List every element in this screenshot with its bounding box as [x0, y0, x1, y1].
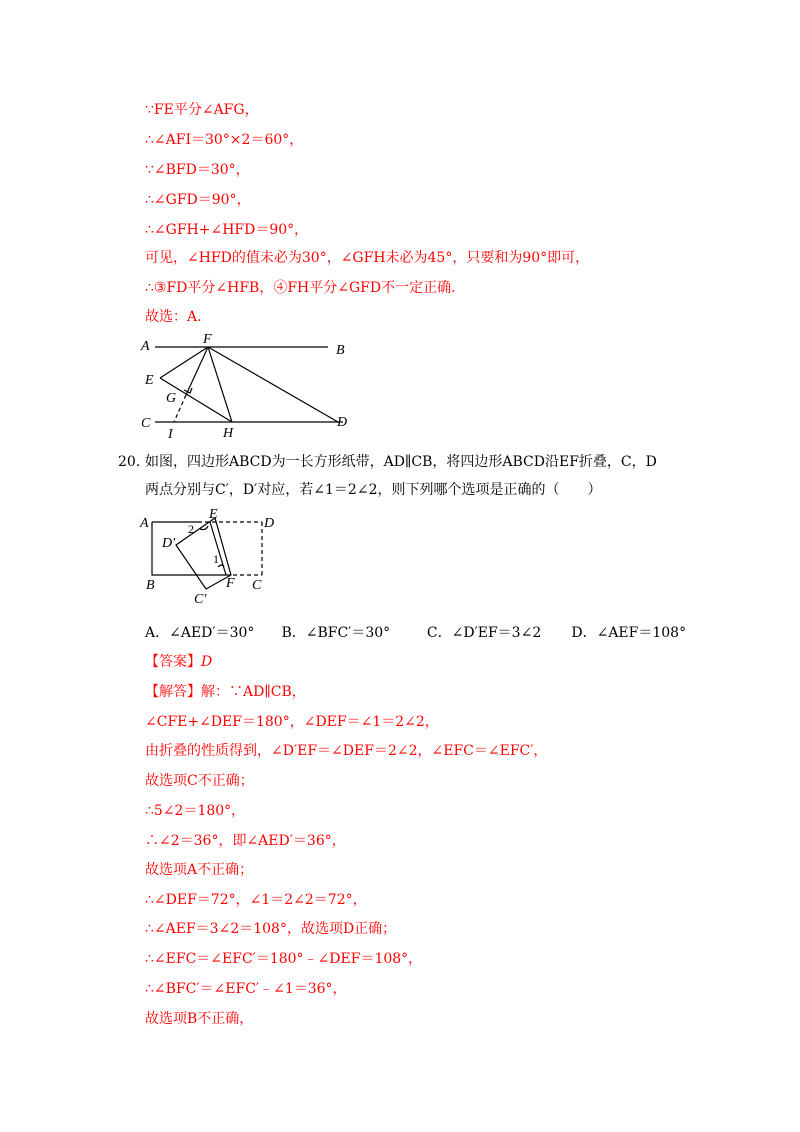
label-G: G — [166, 391, 177, 406]
question-text-line-1: 如图，四边形ABCD为一长方形纸带，AD∥CB，将四边形ABCD沿EF折叠，C，D — [145, 454, 657, 470]
solution-line-6: 可见，∠HFD的值未必为30°，∠GFH未必为45°，只要和为90°即可， — [145, 250, 590, 266]
option-b: B．∠BFC′＝30° — [281, 625, 391, 641]
answer-options — [145, 622, 686, 642]
solution-line-5: ∴∠GFH+∠HFD＝90°， — [145, 222, 309, 238]
solution-line-7: ∴③FD平分∠HFB，④FH平分∠GFD不一定正确. — [145, 280, 456, 296]
solution-line-3: ∵∠BFD＝30°， — [145, 162, 250, 178]
analysis-line-3: 故选项C不正确； — [145, 773, 254, 789]
label-E: E — [145, 373, 154, 388]
label-D: D — [264, 516, 275, 531]
answer-value: D — [201, 654, 213, 670]
analysis-line-8: ∴∠AEF＝3∠2＝108°，故选项D正确； — [145, 921, 397, 937]
solution-line-1: ∵FE平分∠AFG， — [145, 102, 259, 118]
analysis-line-7: ∴∠DEF＝72°，∠1＝2∠2＝72°， — [145, 892, 367, 908]
label-E: E — [209, 507, 218, 522]
label-F: F — [226, 576, 235, 591]
analysis-line-10: ∴∠BFC′＝∠EFC′﹣∠1＝36°， — [145, 981, 347, 997]
label-D: D — [337, 415, 348, 430]
analysis-line-4: ∴5∠2＝180°， — [145, 803, 246, 819]
answer-label: 【答案】 — [145, 654, 201, 670]
label-A: A — [140, 516, 149, 531]
question-number: 20. — [118, 454, 141, 470]
analysis-line-5: ∴∠2＝36°，即∠AED′＝36°， — [145, 833, 346, 849]
option-c: C．∠D′EF＝3∠2 — [426, 625, 542, 641]
label-D-prime: D′ — [162, 536, 176, 551]
analysis-label: 【解答】 — [145, 684, 201, 700]
label-F: F — [203, 332, 212, 347]
question-text-line-2: 两点分别与C′，D′对应，若∠1＝2∠2，则下列哪个选项是正确的（ ） — [145, 482, 602, 498]
analysis-line-11: 故选项B不正确， — [145, 1011, 254, 1027]
label-B: B — [146, 578, 155, 593]
analysis-line-2: 由折叠的性质得到，∠D′EF＝∠DEF＝2∠2，∠EFC＝∠EFC′， — [145, 743, 548, 759]
label-angle-2: 2 — [188, 522, 194, 536]
option-a: A．∠AED′＝30° — [145, 625, 255, 641]
label-angle-1: 1 — [213, 552, 219, 566]
label-B: B — [336, 343, 345, 358]
answer-line — [145, 652, 212, 672]
figure-1-parallel-lines-diagram — [138, 330, 358, 442]
analysis-first-text: 解：∵AD∥CB， — [201, 684, 306, 700]
label-C: C — [252, 578, 262, 593]
analysis-first-line — [145, 682, 306, 702]
option-d: D．∠AEF＝108° — [571, 625, 687, 641]
label-H: H — [223, 426, 234, 441]
solution-line-4: ∴∠GFD＝90°， — [145, 192, 251, 208]
label-I: I — [168, 427, 173, 442]
folded-quad-DEFC — [176, 518, 231, 589]
label-C: C — [141, 416, 151, 431]
analysis-line-1: ∠CFE+∠DEF＝180°，∠DEF＝∠1＝2∠2， — [145, 714, 439, 730]
label-A: A — [141, 339, 150, 354]
segment-FD — [208, 347, 338, 422]
label-C-prime: C′ — [194, 592, 207, 605]
figure-2-folded-rectangle-diagram — [138, 505, 278, 605]
analysis-line-9: ∴∠EFC＝∠EFC′＝180°﹣∠DEF＝108°， — [145, 951, 423, 967]
solution-line-2: ∴∠AFI＝30°×2＝60°， — [145, 132, 304, 148]
analysis-line-6: 故选项A不正确； — [145, 862, 254, 878]
solution-line-8: 故选：A. — [145, 309, 202, 325]
